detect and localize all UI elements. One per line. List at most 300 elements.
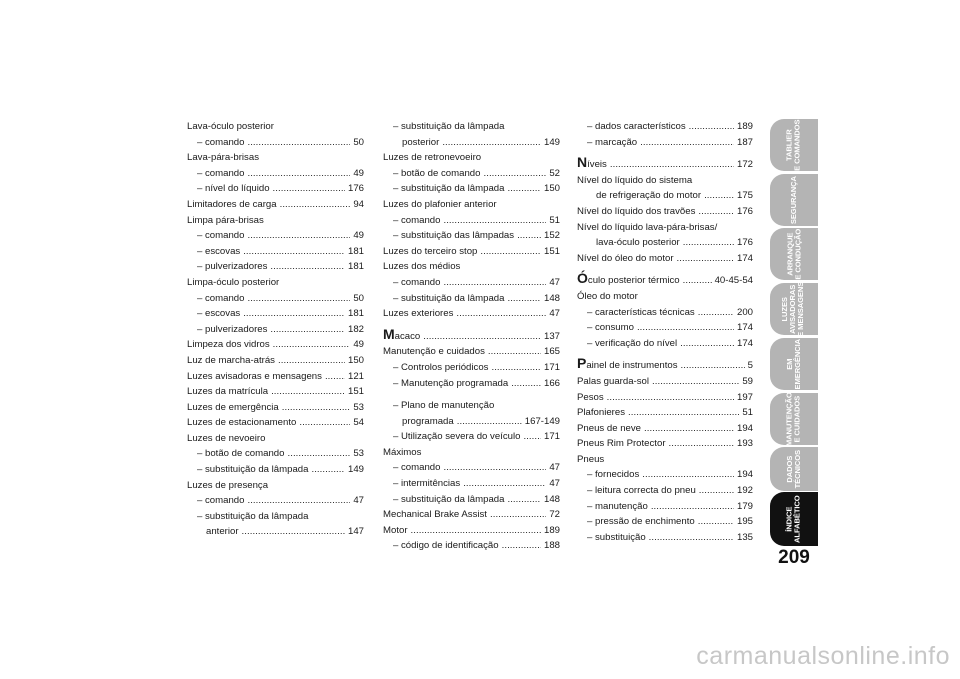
leader-dots xyxy=(278,353,345,369)
page-ref[interactable]: 49 xyxy=(353,167,364,179)
page-ref[interactable]: 47 xyxy=(549,462,560,474)
page-ref[interactable]: 148 xyxy=(543,493,560,505)
page-ref[interactable]: 50 xyxy=(353,136,364,148)
page-ref[interactable]: 167-149 xyxy=(524,415,560,427)
entry-text xyxy=(383,325,421,345)
leader-dots xyxy=(698,305,734,321)
entry-text: – substituição da lâmpada xyxy=(393,292,505,304)
leader-dots xyxy=(443,213,546,229)
page-ref[interactable]: 151 xyxy=(347,386,364,398)
index-entry xyxy=(187,291,364,307)
entry-text: lava-óculo posterior xyxy=(596,237,680,249)
entry-text: Limpa-óculo posterior xyxy=(187,276,280,288)
page-ref[interactable]: 193 xyxy=(736,438,753,450)
index-entry xyxy=(383,213,560,229)
leader-dots xyxy=(523,429,541,445)
page-ref[interactable]: 150 xyxy=(347,354,364,366)
index-entry xyxy=(187,353,364,369)
entry-text: – marcação xyxy=(587,136,638,148)
entry-text: – comando xyxy=(393,214,441,226)
leader-dots xyxy=(247,291,350,307)
index-entry xyxy=(187,400,364,416)
page-ref[interactable]: 179 xyxy=(736,500,753,512)
letter-initial: Ó xyxy=(577,270,588,287)
leader-dots xyxy=(480,244,541,260)
index-entry xyxy=(383,492,560,508)
entry-text: Máximos xyxy=(383,446,422,458)
index-entry xyxy=(577,270,753,289)
index-entry xyxy=(577,251,753,267)
entry-text: programada xyxy=(402,415,454,427)
page-ref[interactable]: 175 xyxy=(736,190,753,202)
page-ref[interactable]: 149 xyxy=(347,464,364,476)
index-entry xyxy=(577,204,753,220)
entry-text: Nível do líquido lava-pára-brisas/ xyxy=(577,221,718,233)
index-entry xyxy=(383,119,560,135)
index-entry xyxy=(383,538,560,554)
letter-initial: N xyxy=(577,154,588,171)
leader-dots xyxy=(443,460,546,476)
leader-dots xyxy=(490,507,546,523)
index-entry xyxy=(187,431,364,447)
page-ref[interactable]: 176 xyxy=(347,183,364,195)
page-ref[interactable]: 152 xyxy=(543,230,560,242)
page-ref[interactable]: 181 xyxy=(347,308,364,320)
page-ref[interactable]: 47 xyxy=(549,276,560,288)
index-entry xyxy=(383,398,560,414)
letter-initial: P xyxy=(577,355,587,372)
page-ref[interactable]: 174 xyxy=(736,322,753,334)
entry-text: Luzes avisadoras e mensagens xyxy=(187,370,322,382)
leader-dots xyxy=(628,405,739,421)
leader-dots xyxy=(273,181,345,197)
leader-dots xyxy=(637,320,734,336)
entry-text: Luzes exteriores xyxy=(383,308,454,320)
index-entry xyxy=(383,376,560,392)
entry-text: Plafonieres xyxy=(577,407,625,419)
leader-dots xyxy=(247,166,350,182)
index-entry xyxy=(577,235,753,251)
index-entry xyxy=(187,322,364,338)
entry-text: – substituição das lâmpadas xyxy=(393,230,515,242)
page-ref[interactable]: 51 xyxy=(549,214,560,226)
entry-text: Limitadores de carga xyxy=(187,198,277,210)
leader-dots xyxy=(488,344,541,360)
leader-dots xyxy=(683,273,712,289)
entry-text: – substituição da lâmpada xyxy=(393,183,505,195)
entry-text: Luzes de emergência xyxy=(187,401,279,413)
index-entry xyxy=(187,369,364,385)
page-ref[interactable]: 174 xyxy=(736,337,753,349)
index-entry xyxy=(577,483,753,499)
index-entry xyxy=(187,213,364,229)
index-entry xyxy=(577,355,753,374)
leader-dots xyxy=(271,384,345,400)
entry-text: – botão de comando xyxy=(393,167,481,179)
page-ref[interactable]: 166 xyxy=(543,377,560,389)
index-entry xyxy=(577,467,753,483)
leader-dots xyxy=(610,157,734,173)
index-entry xyxy=(187,462,364,478)
watermark: carmanualsonline.info xyxy=(696,642,950,670)
entry-text xyxy=(577,355,678,374)
entry-text: – comando xyxy=(393,462,441,474)
entry-text: – comando xyxy=(393,276,441,288)
index-entry xyxy=(577,336,753,352)
index-entry xyxy=(577,530,753,546)
index-entry xyxy=(577,305,753,321)
index-entry xyxy=(383,135,560,151)
entry-text: – Controlos periódicos xyxy=(393,361,489,373)
page-ref[interactable]: 194 xyxy=(736,469,753,481)
entry-text: – fornecidos xyxy=(587,469,640,481)
entry-text: – verificação do nível xyxy=(587,337,678,349)
index-entry xyxy=(187,384,364,400)
page-ref[interactable]: 5 xyxy=(747,360,753,372)
index-entry xyxy=(577,188,753,204)
page-ref[interactable]: 194 xyxy=(736,422,753,434)
index-entry xyxy=(383,244,560,260)
entry-text: Nível do líquido dos travões xyxy=(577,205,696,217)
entry-text: Palas guarda-sol xyxy=(577,375,649,387)
index-entry xyxy=(383,197,560,213)
page-ref[interactable]: 200 xyxy=(736,306,753,318)
leader-dots xyxy=(443,275,546,291)
entry-text: – pulverizadores xyxy=(197,323,268,335)
page-ref[interactable]: 121 xyxy=(347,370,364,382)
index-entry xyxy=(577,421,753,437)
index-entry xyxy=(577,119,753,135)
leader-dots xyxy=(651,499,734,515)
tab-section[interactable] xyxy=(770,283,818,335)
leader-dots xyxy=(242,524,345,540)
tab-label: MANUTENÇÃO E CUIDADOS xyxy=(784,392,802,446)
leader-dots xyxy=(507,181,541,197)
index-entry xyxy=(577,154,753,173)
leader-dots xyxy=(698,514,734,530)
page-ref[interactable]: 137 xyxy=(543,330,560,342)
index-entry xyxy=(187,244,364,260)
tab-label: LUZES AVISADORAS E MENSAGENS xyxy=(780,281,807,337)
page-ref[interactable]: 172 xyxy=(736,159,753,171)
index-entry xyxy=(187,119,364,135)
leader-dots xyxy=(280,197,351,213)
tab-section[interactable] xyxy=(770,447,818,491)
entry-text: – escovas xyxy=(197,308,241,320)
entry-text: – Utilização severa do veículo xyxy=(393,431,521,443)
page-ref[interactable]: 72 xyxy=(549,509,560,521)
page-ref[interactable]: 165 xyxy=(543,346,560,358)
index-column-3 xyxy=(577,119,753,545)
index-entry xyxy=(187,181,364,197)
entry-text-rest: culo posterior térmico xyxy=(587,275,680,287)
entry-text-rest: acaco xyxy=(394,330,421,342)
leader-dots xyxy=(483,166,546,182)
index-entry xyxy=(383,325,560,345)
leader-dots xyxy=(644,421,734,437)
index-entry xyxy=(577,514,753,530)
index-entry xyxy=(383,150,560,166)
index-entry xyxy=(187,415,364,431)
page-ref[interactable]: 181 xyxy=(347,245,364,257)
entry-text: – comando xyxy=(197,167,245,179)
entry-text: anterior xyxy=(206,526,239,538)
page-ref[interactable]: 189 xyxy=(543,524,560,536)
index-entry xyxy=(577,320,753,336)
tab-label: ÍNDICE ALFABÉTICO xyxy=(784,495,802,543)
tab-section[interactable] xyxy=(770,119,818,171)
page-ref[interactable]: 187 xyxy=(736,136,753,148)
entry-text: – leitura correcta do pneu xyxy=(587,485,696,497)
page-ref[interactable]: 54 xyxy=(353,417,364,429)
index-entry xyxy=(187,166,364,182)
index-entry xyxy=(577,135,753,151)
entry-text: Luz de marcha-atrás xyxy=(187,354,275,366)
entry-text: – substituição xyxy=(587,531,646,543)
letter-initial: M xyxy=(383,325,395,342)
index-entry xyxy=(577,390,753,406)
entry-text xyxy=(577,270,680,289)
leader-dots xyxy=(607,390,734,406)
page-ref[interactable]: 53 xyxy=(353,448,364,460)
entry-text: Luzes de nevoeiro xyxy=(187,432,266,444)
index-entry xyxy=(187,337,364,353)
leader-dots xyxy=(247,493,350,509)
entry-text: Pneus de neve xyxy=(577,422,642,434)
page-ref[interactable]: 47 xyxy=(353,495,364,507)
index-entry xyxy=(383,228,560,244)
entry-text: – escovas xyxy=(197,245,241,257)
index-entry xyxy=(383,291,560,307)
entry-text: Limpa pára-brisas xyxy=(187,214,264,226)
leader-dots xyxy=(282,400,351,416)
index-entry xyxy=(187,524,364,540)
index-entry xyxy=(383,429,560,445)
entry-text-rest: ainel de instrumentos xyxy=(586,360,678,372)
entry-text: – consumo xyxy=(587,322,634,334)
entry-text: – substituição da lâmpada xyxy=(197,464,309,476)
tab-label: DADOS TÉCNICOS xyxy=(784,449,802,489)
index-entry xyxy=(577,436,753,452)
leader-dots xyxy=(287,446,350,462)
index-entry xyxy=(383,166,560,182)
entry-text: Luzes dos médios xyxy=(383,261,461,273)
leader-dots xyxy=(698,204,734,220)
index-entry xyxy=(383,275,560,291)
leader-dots xyxy=(511,376,541,392)
leader-dots xyxy=(683,235,734,251)
index-entry xyxy=(383,460,560,476)
leader-dots xyxy=(677,251,734,267)
index-entry xyxy=(577,289,753,305)
leader-dots xyxy=(411,523,541,539)
index-entry xyxy=(187,259,364,275)
page-ref[interactable]: 49 xyxy=(353,339,364,351)
page-ref[interactable]: 49 xyxy=(353,230,364,242)
page-ref[interactable]: 176 xyxy=(736,205,753,217)
page-ref[interactable]: 147 xyxy=(347,526,364,538)
leader-dots xyxy=(502,538,541,554)
index-entry xyxy=(383,414,560,430)
page-ref[interactable]: 174 xyxy=(736,252,753,264)
leader-dots xyxy=(517,228,541,244)
index-entry xyxy=(383,306,560,322)
leader-dots xyxy=(689,119,734,135)
entry-text: – substituição da lâmpada xyxy=(393,493,505,505)
entry-text: – comando xyxy=(197,495,245,507)
index-entry xyxy=(187,150,364,166)
tab-label: EM EMERGÊNCIA xyxy=(784,338,803,390)
page-ref[interactable]: 176 xyxy=(736,237,753,249)
leader-dots xyxy=(642,467,734,483)
page-ref[interactable]: 94 xyxy=(353,198,364,210)
page-ref[interactable]: 182 xyxy=(347,323,364,335)
leader-dots xyxy=(457,414,522,430)
entry-text: Luzes de estacionamento xyxy=(187,417,297,429)
page-ref[interactable]: 52 xyxy=(549,167,560,179)
leader-dots xyxy=(325,369,345,385)
entry-text: – substituição da lâmpada xyxy=(393,121,505,132)
index-entry xyxy=(187,228,364,244)
entry-text: Lava-pára-brisas xyxy=(187,152,259,164)
leader-dots xyxy=(649,530,734,546)
tab-section[interactable] xyxy=(770,228,818,280)
leader-dots xyxy=(243,306,345,322)
index-entry xyxy=(383,259,560,275)
entry-text: – nível do líquido xyxy=(197,183,270,195)
index-entry xyxy=(383,523,560,539)
index-entry xyxy=(577,405,753,421)
leader-dots xyxy=(507,291,541,307)
page-ref[interactable]: 50 xyxy=(353,292,364,304)
entry-text: – comando xyxy=(197,136,245,148)
page-ref[interactable]: 188 xyxy=(543,540,560,552)
page-ref[interactable]: 195 xyxy=(736,516,753,528)
page-ref[interactable]: 149 xyxy=(543,136,560,148)
index-entry xyxy=(577,173,753,189)
leader-dots xyxy=(311,462,345,478)
tab-section[interactable] xyxy=(770,174,818,226)
entry-text: Pneus Rim Protector xyxy=(577,438,666,450)
entry-text: posterior xyxy=(402,136,440,148)
leader-dots xyxy=(669,436,734,452)
tab-section[interactable] xyxy=(770,393,818,445)
page-ref[interactable]: 189 xyxy=(736,121,753,132)
index-entry xyxy=(187,275,364,291)
entry-text: – botão de comando xyxy=(197,448,285,460)
page-ref[interactable]: 181 xyxy=(347,261,364,273)
entry-text-rest: íveis xyxy=(587,159,607,171)
index-entry xyxy=(383,181,560,197)
leader-dots xyxy=(247,135,350,151)
page-number: 209 xyxy=(778,547,810,568)
entry-text: – intermitências xyxy=(393,478,461,490)
index-entry xyxy=(187,509,364,525)
entry-text xyxy=(577,154,607,173)
leader-dots xyxy=(699,483,734,499)
page-ref[interactable]: 151 xyxy=(543,245,560,257)
entry-text: Luzes do plafonier anterior xyxy=(383,198,497,210)
entry-text: – pulverizadores xyxy=(197,261,268,273)
entry-text: Nível do óleo do motor xyxy=(577,252,674,264)
index-entry xyxy=(187,197,364,213)
page-ref[interactable]: 47 xyxy=(549,478,560,490)
entry-text: de refrigeração do motor xyxy=(596,190,702,202)
entry-text: Limpeza dos vidros xyxy=(187,339,270,351)
tab-label: SEGURANÇA xyxy=(788,175,798,225)
leader-dots xyxy=(640,135,734,151)
index-entry xyxy=(577,220,753,236)
entry-text: – comando xyxy=(197,230,245,242)
page-ref[interactable]: 53 xyxy=(353,401,364,413)
entry-text: Luzes de presença xyxy=(187,479,269,491)
index-entry xyxy=(187,135,364,151)
entry-text: Luzes do terceiro stop xyxy=(383,245,478,257)
entry-text: – Plano de manutenção xyxy=(393,400,495,412)
page-ref[interactable]: 171 xyxy=(543,361,560,373)
index-column-2 xyxy=(383,119,560,554)
entry-text: – substituição da lâmpada xyxy=(197,510,309,522)
page-ref[interactable]: 192 xyxy=(736,485,753,497)
leader-dots xyxy=(491,360,541,376)
index-entry xyxy=(187,446,364,462)
leader-dots xyxy=(652,374,739,390)
leader-dots xyxy=(442,135,541,151)
entry-text: – código de identificação xyxy=(393,540,499,552)
entry-text: – pressão de enchimento xyxy=(587,516,695,528)
page-ref[interactable]: 171 xyxy=(543,431,560,443)
index-entry xyxy=(383,476,560,492)
index-entry xyxy=(577,374,753,390)
entry-text: – dados característicos xyxy=(587,121,686,132)
leader-dots xyxy=(273,337,351,353)
entry-text: Pneus xyxy=(577,453,605,465)
leader-dots xyxy=(507,492,541,508)
index-entry xyxy=(383,360,560,376)
page-ref[interactable]: 40-45-54 xyxy=(714,275,753,287)
tab-section[interactable] xyxy=(770,492,818,546)
page-ref[interactable]: 59 xyxy=(742,375,753,387)
leader-dots xyxy=(243,244,345,260)
entry-text: Manutenção e cuidados xyxy=(383,346,485,358)
leader-dots xyxy=(681,358,745,374)
entry-text: Luzes de retronevoeiro xyxy=(383,152,482,164)
page-ref[interactable]: 51 xyxy=(742,407,753,419)
leader-dots xyxy=(704,188,734,204)
index-entry xyxy=(187,478,364,494)
index-entry xyxy=(383,507,560,523)
page-ref[interactable]: 148 xyxy=(543,292,560,304)
index-entry xyxy=(383,445,560,461)
tab-section[interactable] xyxy=(770,338,818,390)
index-entry xyxy=(187,493,364,509)
page-ref[interactable]: 47 xyxy=(549,308,560,320)
page-ref[interactable]: 150 xyxy=(543,183,560,195)
index-column-1 xyxy=(187,119,364,540)
entry-text: Mechanical Brake Assist xyxy=(383,509,487,521)
tab-label: ARRANQUE E CONDUÇÃO xyxy=(784,228,802,280)
leader-dots xyxy=(299,415,350,431)
entry-text: Pesos xyxy=(577,391,604,403)
page-ref[interactable]: 135 xyxy=(736,531,753,543)
index-entry xyxy=(187,306,364,322)
entry-text: – comando xyxy=(197,292,245,304)
leader-dots xyxy=(423,329,541,345)
page-ref[interactable]: 197 xyxy=(736,391,753,403)
entry-text: Nível do líquido do sistema xyxy=(577,174,693,186)
entry-text: Motor xyxy=(383,524,408,536)
leader-dots xyxy=(680,336,734,352)
